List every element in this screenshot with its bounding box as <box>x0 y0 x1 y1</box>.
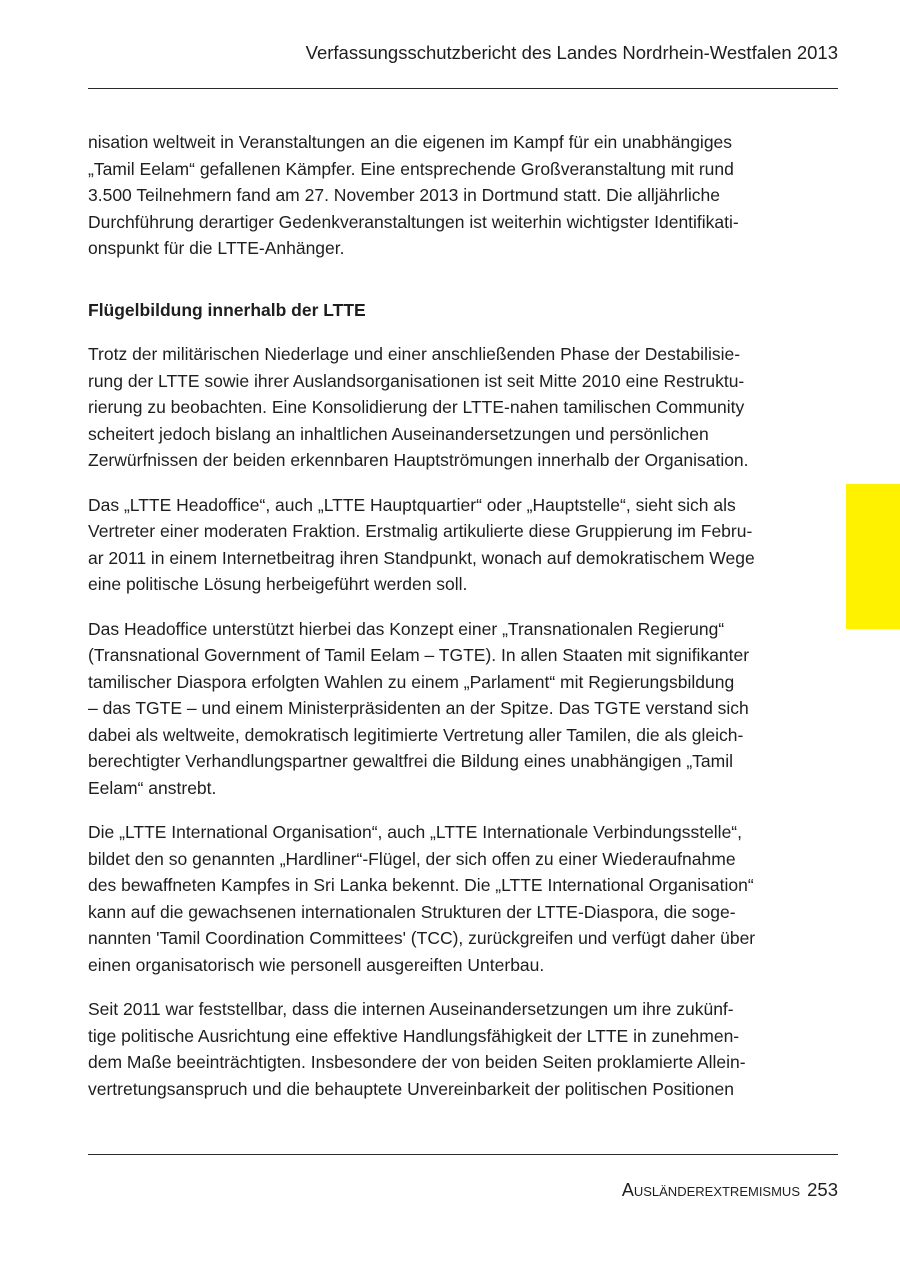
text-line: Vertreter einer moderaten Fraktion. Erstmalig artikulierte diese Gruppierung im Febru- <box>88 521 753 541</box>
text-line: Die „LTTE International Organisation“, auch „LTTE Internationale Verbindungsstelle“, <box>88 822 742 842</box>
text-line: vertretungsanspruch und die behauptete Unvereinbarkeit der politischen Positionen <box>88 1078 734 1099</box>
text-line: Trotz der militärischen Niederlage und einer anschließenden Phase der Destabilisie- <box>88 344 741 364</box>
text-line: eine politische Lösung herbeigeführt werden soll. <box>88 574 468 594</box>
text-line: einen organisatorisch wie personell ausgereiften Unterbau. <box>88 954 545 975</box>
text-line: „Tamil Eelam“ gefallenen Kämpfer. Eine entsprechende Großveranstaltung mit rund <box>88 158 734 179</box>
text-line: (Transnational Government of Tamil Eelam – TGTE). In allen Staaten mit signifikanter <box>88 645 750 665</box>
text-line: rung der LTTE sowie ihrer Auslandsorganisationen ist seit Mitte 2010 eine Restruktu- <box>88 370 745 391</box>
paragraph <box>88 819 808 978</box>
text-line: nannten 'Tamil Coordination Committees' (TCC), zurückgreifen und verfügt daher über <box>88 928 756 948</box>
text-line: bildet den so genannten „Hardliner“-Flügel, der sich offen zu einer Wiederaufnahme <box>88 848 736 869</box>
running-header-title: Verfassungsschutzbericht des Landes Nordrhein-Westfalen 2013 <box>305 42 838 63</box>
text-line: onspunkt für die LTTE-Anhänger. <box>88 238 345 258</box>
header-rule <box>88 88 838 89</box>
text-line: rierung zu beobachten. Eine Konsolidierung der LTTE-nahen tamilischen Community <box>88 397 745 417</box>
paragraph <box>88 492 808 598</box>
chapter-tab-marker <box>846 484 900 629</box>
page-number: 253 <box>807 1179 838 1200</box>
text-line: kann auf die gewachsenen internationalen Strukturen der LTTE-Diaspora, die soge- <box>88 901 736 922</box>
paragraph <box>88 341 808 474</box>
text-line: 3.500 Teilnehmern fand am 27. November 2013 in Dortmund statt. Die alljährliche <box>88 185 720 205</box>
text-line: nisation weltweit in Veranstaltungen an die eigenen im Kampf für ein unabhängiges <box>88 132 733 152</box>
text-line: berechtigter Verhandlungspartner gewaltfrei die Bildung eines unabhängigen „Tamil <box>88 751 734 771</box>
page-body <box>88 129 808 1120</box>
text-line: Zerwürfnissen der beiden erkennbaren Hauptströmungen innerhalb der Organisation. <box>88 450 749 470</box>
section-heading: Flügelbildung innerhalb der LTTE <box>88 299 366 320</box>
text-line: Das Headoffice unterstützt hierbei das Konzept einer „Transnationalen Regierung“ <box>88 618 725 639</box>
text-line: Eelam“ anstrebt. <box>88 777 217 798</box>
text-line: tige politische Ausrichtung eine effektive Handlungsfähigkeit der LTTE in zunehmen- <box>88 1025 740 1046</box>
text-line: des bewaffneten Kampfes in Sri Lanka bekennt. Die „LTTE International Organisation“ <box>88 875 754 895</box>
text-line: Seit 2011 war feststellbar, dass die internen Auseinandersetzungen um ihre zukünf- <box>88 999 734 1019</box>
text-line: Das „LTTE Headoffice“, auch „LTTE Hauptquartier“ oder „Hauptstelle“, sieht sich als <box>88 494 736 515</box>
text-line: Durchführung derartiger Gedenkveranstaltungen ist weiterhin wichtigster Identifikati- <box>88 211 739 232</box>
footer-section-title: Ausländerextremismus <box>621 1180 800 1200</box>
paragraph <box>88 616 808 802</box>
text-line: dabei als weltweite, demokratisch legitimierte Vertretung aller Tamilen, die als gleich- <box>88 724 744 745</box>
paragraph <box>88 996 808 1102</box>
text-line: ar 2011 in einem Internetbeitrag ihren Standpunkt, wonach auf demokratischem Wege <box>88 547 755 568</box>
paragraph <box>88 129 808 262</box>
footer-rule <box>88 1154 838 1155</box>
text-line: scheitert jedoch bislang an inhaltlichen Auseinandersetzungen und persönlichen <box>88 423 709 444</box>
text-line: dem Maße beeinträchtigten. Insbesondere der von beiden Seiten proklamierte Allein- <box>88 1052 746 1072</box>
text-line: tamilischer Diaspora erfolgten Wahlen zu einem „Parlament“ mit Regierungsbildung <box>88 671 735 692</box>
text-line: – das TGTE – und einem Ministerpräsidenten an der Spitze. Das TGTE verstand sich <box>88 698 749 718</box>
